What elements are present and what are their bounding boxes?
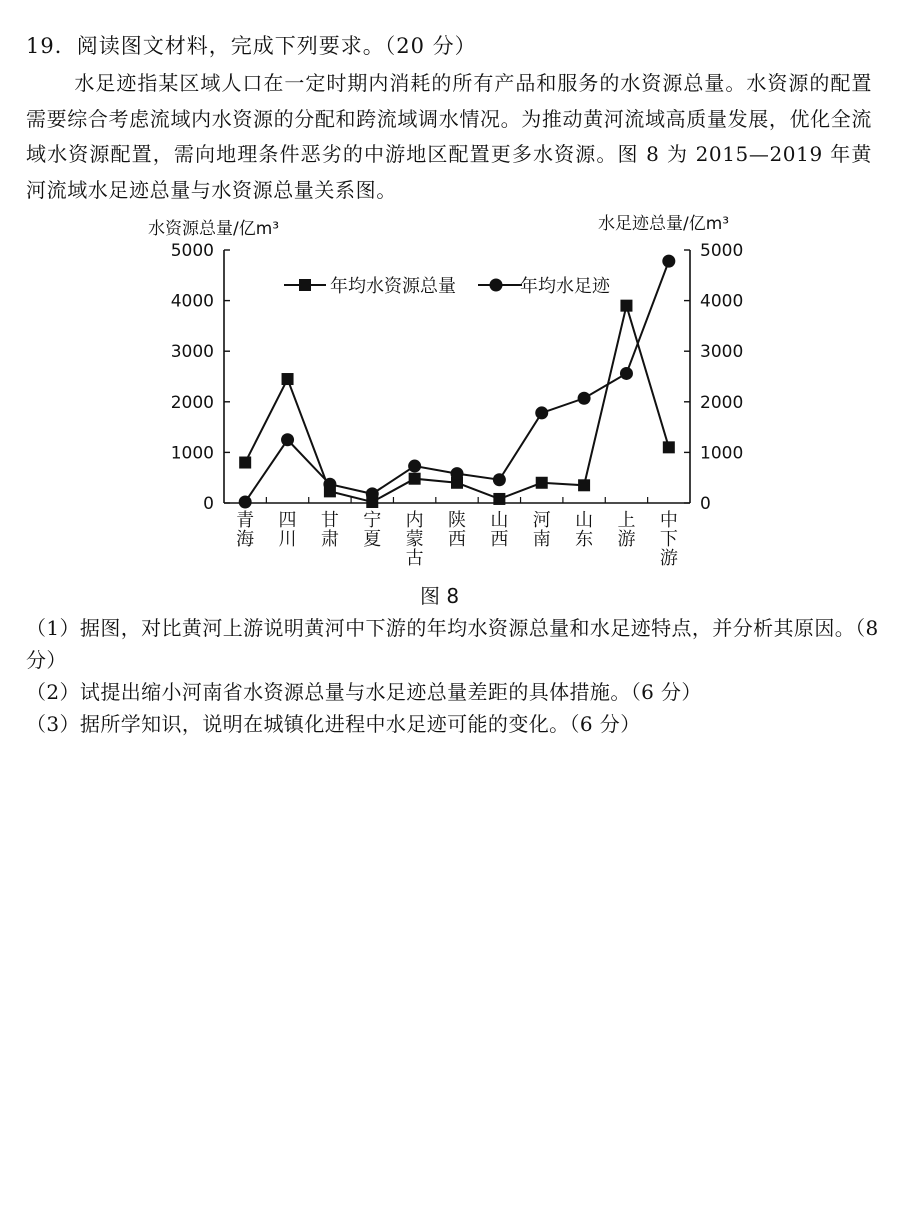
water-resource-point (493, 493, 505, 505)
x-category-label: 内蒙古 (405, 510, 424, 569)
legend-marker-footprint (490, 279, 503, 292)
x-category-label: 山西 (490, 510, 509, 550)
water-footprint-point (451, 467, 464, 480)
left-tick-label: 4000 (170, 291, 214, 312)
right-tick-label: 1000 (700, 443, 744, 464)
right-tick-label: 5000 (700, 241, 744, 261)
left-tick-label: 1000 (170, 443, 214, 464)
x-category-label: 四川 (278, 510, 297, 550)
x-category-label: 甘肃 (320, 510, 339, 550)
left-tick-label: 3000 (170, 342, 214, 363)
water-footprint-point (578, 392, 591, 405)
water-resource-point (620, 300, 632, 312)
right-tick-label: 0 (700, 494, 711, 514)
legend-marker-resource (299, 279, 311, 291)
water-footprint-point (620, 367, 633, 380)
legend-label-footprint: 年均水足迹 (520, 276, 610, 297)
water-footprint-chart (0, 0, 900, 600)
left-tick-label: 5000 (170, 241, 214, 261)
legend-label-resource: 年均水资源总量 (330, 276, 456, 297)
water-footprint-line (245, 261, 669, 502)
left-tick-label: 2000 (170, 392, 214, 413)
right-axis-label: 水足迹总量/亿m³ (598, 214, 730, 234)
water-footprint-point (535, 406, 548, 419)
x-category-label: 陕西 (448, 510, 466, 550)
sub-question-2: （2）试提出缩小河南省水资源总量与水足迹总量差距的具体措施。（6 分） (26, 680, 702, 704)
water-footprint-point (323, 478, 336, 491)
paragraph-text: 水足迹指某区域人口在一定时期内消耗的所有产品和服务的水资源总量。水资源的配置需要综合考虑流域内水资源的分配和跨流域调水情况。为推动黄河流域高质量发展，优化全流域水资源配置，需向地理条件恶劣的中游地区配置更多水资源。图 8 为 2015—2019 年黄河流域水足迹总量与水资源总量关系图。 (26, 71, 872, 202)
water-footprint-point (662, 255, 675, 268)
x-category-label: 青海 (236, 510, 255, 550)
water-footprint-point (493, 473, 506, 486)
sub-question-3: （3）据所学知识，说明在城镇化进程中水足迹可能的变化。（6 分） (26, 712, 641, 736)
x-category-label: 中下游 (659, 510, 678, 569)
question-title: 19．阅读图文材料，完成下列要求。（20 分） (26, 34, 477, 58)
right-tick-label: 4000 (700, 291, 744, 312)
x-category-label: 河南 (532, 510, 551, 550)
water-footprint-point (281, 433, 294, 446)
left-axis-label: 水资源总量/亿m³ (148, 219, 280, 239)
water-footprint-point (239, 495, 252, 508)
figure-caption: 图 8 (420, 584, 460, 608)
x-category-label: 山东 (575, 510, 594, 550)
x-category-label: 上游 (617, 510, 636, 550)
water-resource-point (536, 477, 548, 489)
sub-question-1: （1）据图，对比黄河上游说明黄河中下游的年均水资源总量和水足迹特点，并分析其原因。（8 分） (26, 616, 879, 672)
right-tick-label: 2000 (700, 392, 744, 413)
water-resource-point (239, 457, 251, 469)
left-tick-label: 0 (203, 494, 214, 514)
water-resource-point (409, 473, 421, 485)
water-resource-point (663, 441, 675, 453)
x-category-label: 宁夏 (363, 510, 382, 550)
water-footprint-point (366, 487, 379, 500)
water-footprint-point (408, 460, 421, 473)
water-resource-point (578, 479, 590, 491)
water-resource-point (282, 373, 294, 385)
right-tick-label: 3000 (700, 342, 744, 363)
